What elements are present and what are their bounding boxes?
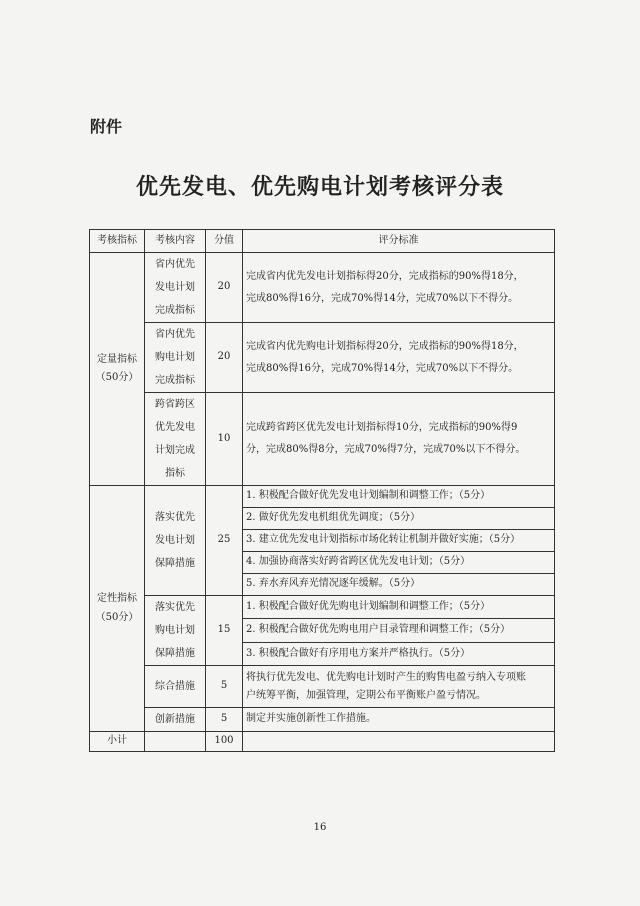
table-row xyxy=(90,393,555,486)
table-row xyxy=(90,486,555,508)
list-item: 2. 积极配合做好优先购电用户目录管理和调整工作；（5分） xyxy=(243,619,555,642)
content-cell: 综合措施 xyxy=(145,666,206,708)
category-quantitative: 定量指标 （50分） xyxy=(90,253,145,486)
table-row xyxy=(90,666,555,708)
list-item: 1. 积极配合做好优先购电计划编制和调整工作；（5分） xyxy=(243,596,555,619)
table-row xyxy=(90,596,555,619)
list-item: 1. 积极配合做好优先发电计划编制和调整工作；（5分） xyxy=(243,486,555,508)
list-item: 3. 积极配合做好有序用电方案并严格执行。（5分） xyxy=(243,642,555,665)
standard-cell: 制定并实施创新性工作措施。 xyxy=(243,708,555,732)
score-cell: 15 xyxy=(206,596,243,666)
content-cell: 创新措施 xyxy=(145,708,206,732)
score-cell: 20 xyxy=(206,253,243,323)
subtotal-label: 小计 xyxy=(90,732,145,752)
attachment-label: 附件 xyxy=(90,117,123,136)
table-row xyxy=(90,253,555,323)
subtotal-score: 100 xyxy=(206,732,243,752)
scoring-table xyxy=(89,229,555,752)
list-item: 3. 建立优先发电计划指标市场化转让机制并做好实施；（5分） xyxy=(243,530,555,552)
header-score: 分值 xyxy=(206,230,243,253)
category-qualitative: 定性指标 （50分） xyxy=(90,486,145,732)
empty-cell xyxy=(243,732,555,752)
score-cell: 10 xyxy=(206,393,243,486)
score-cell: 25 xyxy=(206,486,243,596)
list-item: 4. 加强协商落实好跨省跨区优先发电计划；（5分） xyxy=(243,552,555,574)
table-row xyxy=(90,323,555,393)
empty-cell xyxy=(145,732,206,752)
content-cell: 落实优先 购电计划 保障措施 xyxy=(145,596,206,666)
standard-cell: 完成跨省跨区优先发电计划指标得10分，完成指标的90%得9 分，完成80%得8分，完成70%得7分，完成70%以下不得分。 xyxy=(243,393,555,486)
list-item: 5. 弃水弃风弃光情况逐年缓解。（5分） xyxy=(243,574,555,596)
score-cell: 20 xyxy=(206,323,243,393)
content-cell: 跨省跨区 优先发电 计划完成 指标 xyxy=(145,393,206,486)
page-number: 16 xyxy=(313,822,327,833)
content-cell: 省内优先 发电计划 完成指标 xyxy=(145,253,206,323)
subtotal-row xyxy=(90,732,555,752)
header-indicator: 考核指标 xyxy=(90,230,145,253)
list-item: 2. 做好优先发电机组优先调度；（5分） xyxy=(243,508,555,530)
standard-cell: 完成省内优先发电计划指标得20分，完成指标的90%得18分， 完成80%得16分，完成70%得14分，完成70%以下不得分。 xyxy=(243,253,555,323)
score-cell: 5 xyxy=(206,666,243,708)
standard-cell: 将执行优先发电、优先购电计划时产生的购售电盈亏纳入专项账 户统筹平衡，加强管理，定期公布平衡账户盈亏情况。 xyxy=(243,666,555,708)
header-content: 考核内容 xyxy=(145,230,206,253)
page-title: 优先发电、优先购电计划考核评分表 xyxy=(135,174,504,200)
table-header-row xyxy=(90,230,555,253)
content-cell: 落实优先 发电计划 保障措施 xyxy=(145,486,206,596)
content-cell: 省内优先 购电计划 完成指标 xyxy=(145,323,206,393)
header-standard: 评分标准 xyxy=(243,230,555,253)
table-row xyxy=(90,708,555,732)
score-cell: 5 xyxy=(206,708,243,732)
standard-cell: 完成省内优先购电计划指标得20分，完成指标的90%得18分， 完成80%得16分，完成70%得14分，完成70%以下不得分。 xyxy=(243,323,555,393)
